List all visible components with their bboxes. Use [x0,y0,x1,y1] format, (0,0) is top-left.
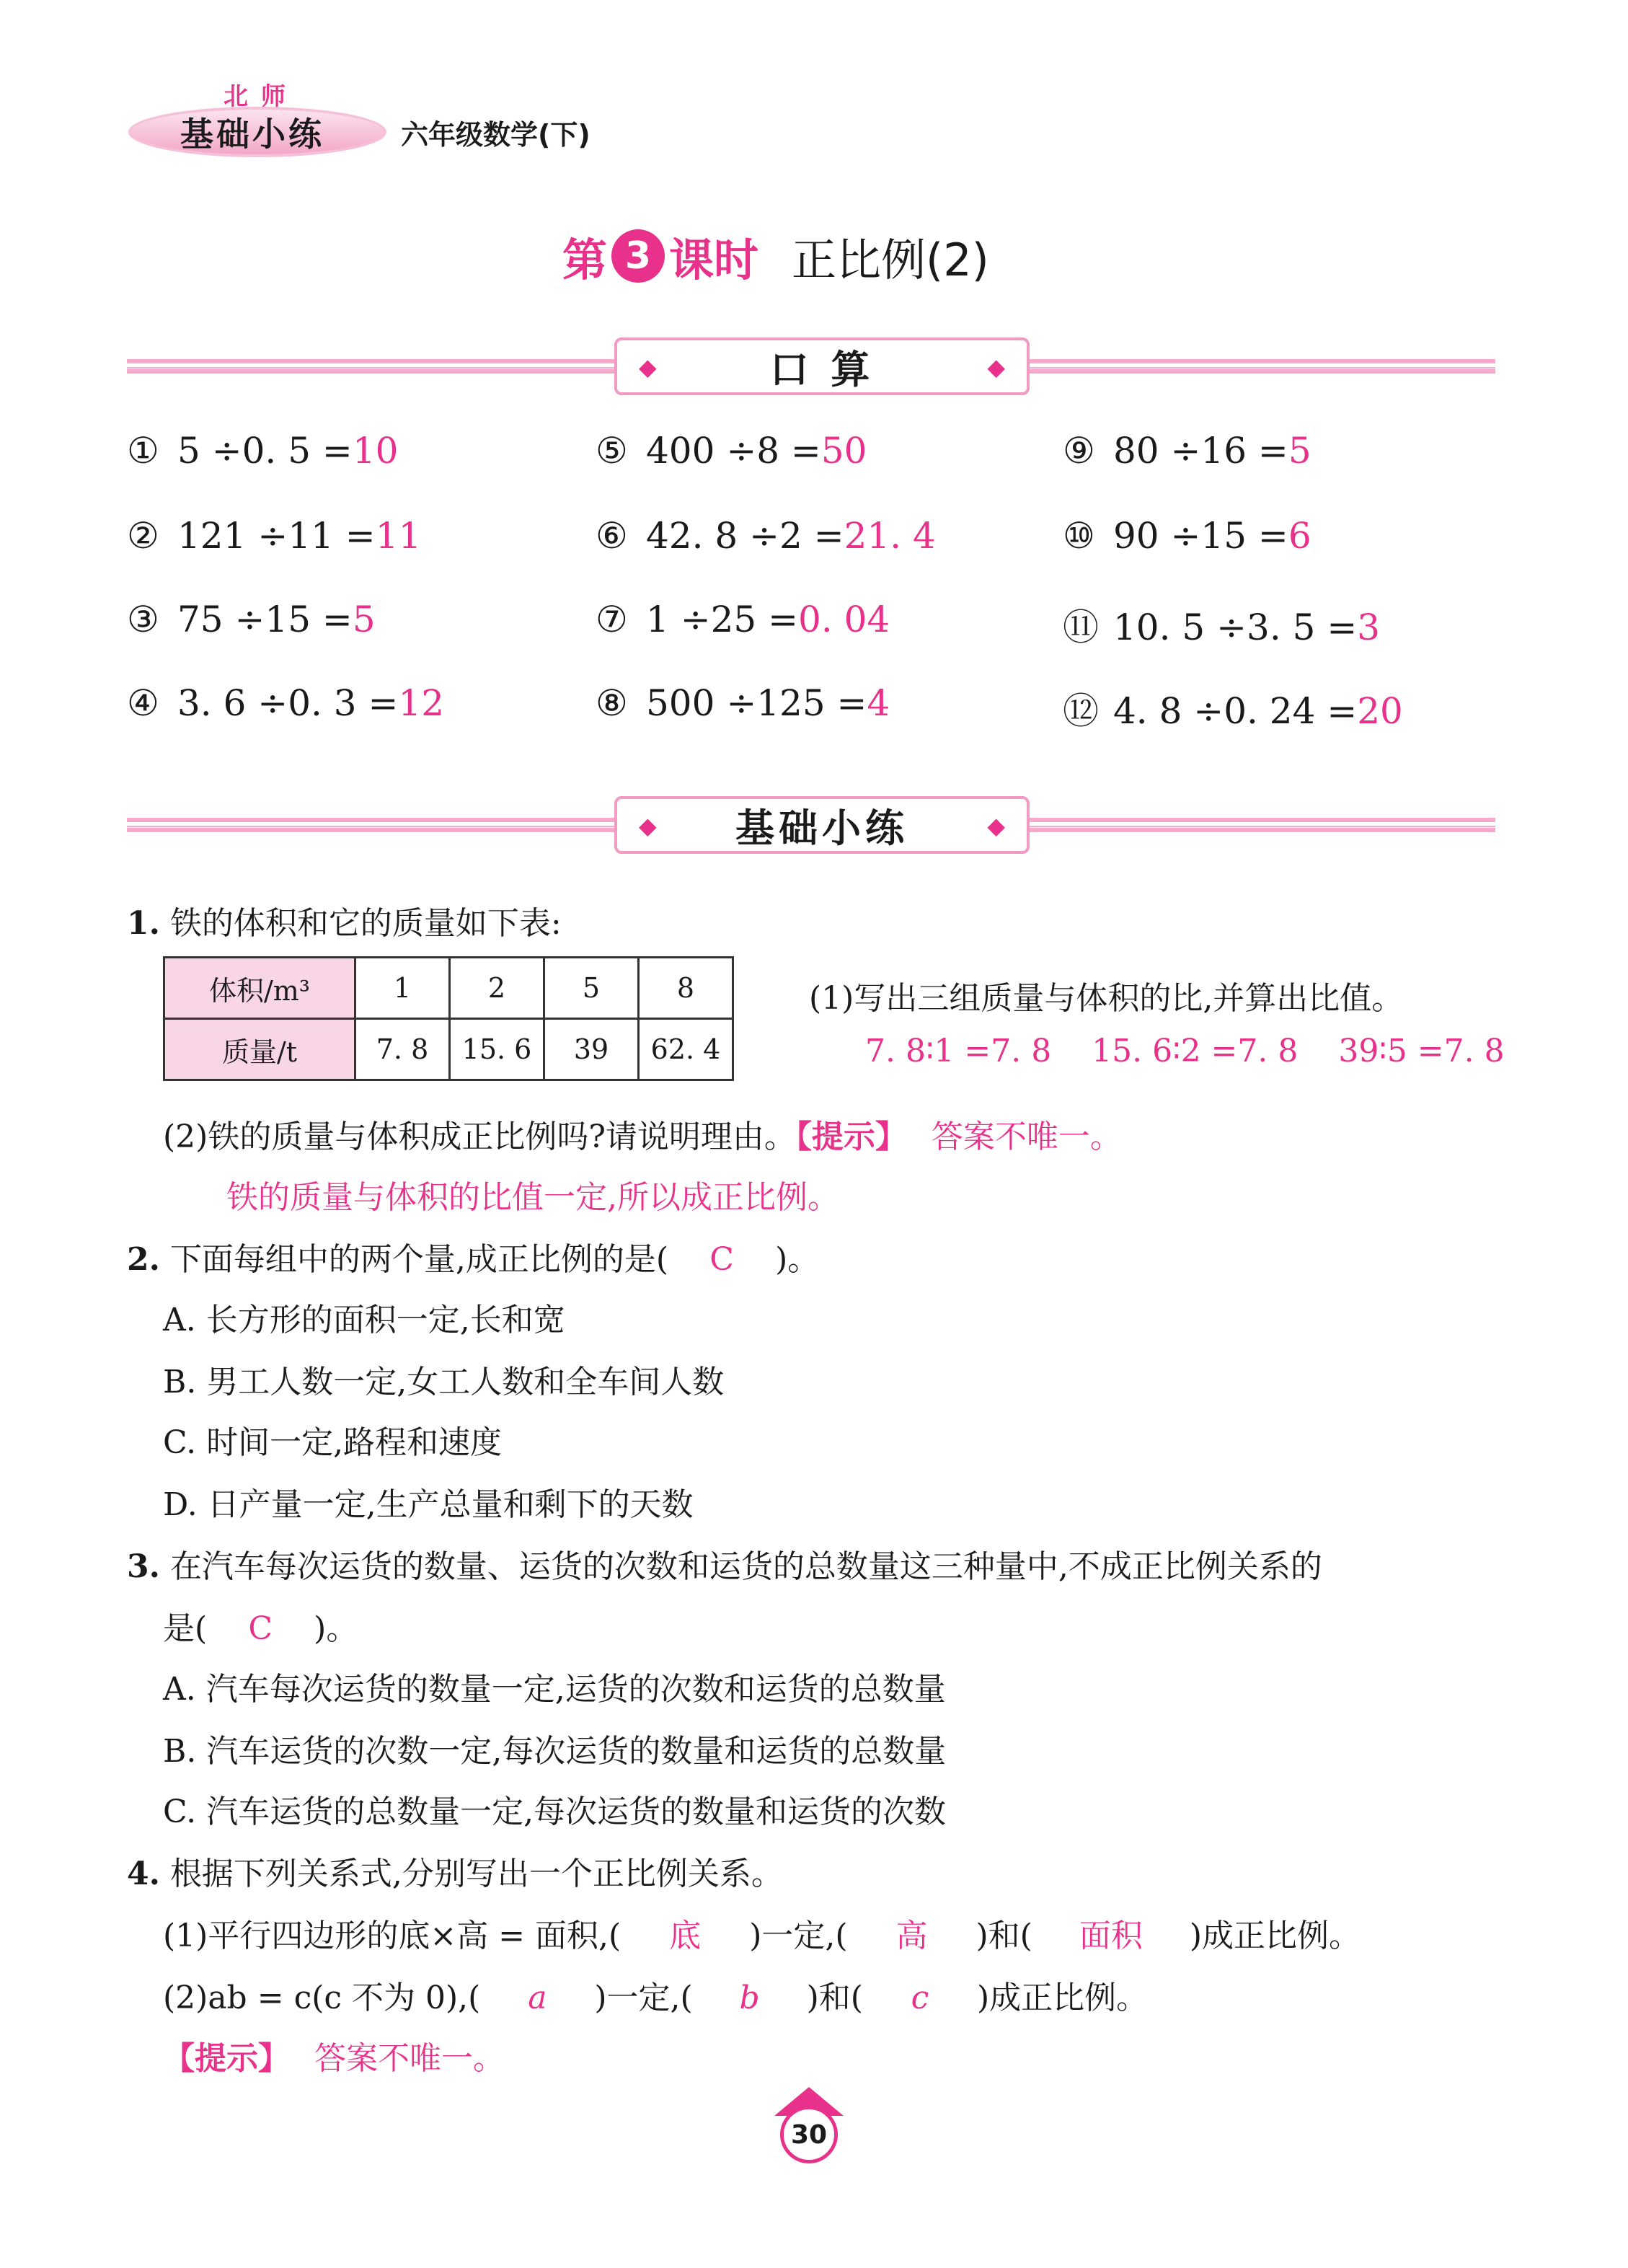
oral-calc-answer: 11 [375,515,422,557]
hint-label: 【提示】 [163,2040,290,2077]
lesson-title [562,224,989,288]
question-text: )和( [976,1918,1032,1954]
section-header-oral [614,337,1030,395]
question-1-sub1: (1)写出三组质量与体积的比,并算出比值。 [809,980,1404,1017]
question-number: 3. [127,1548,160,1585]
hint-text: 答案不唯一。 [314,2040,505,2077]
fill-answer: 底 [669,1918,702,1954]
question-text: (1)平行四边形的底×高 = 面积,( [163,1918,621,1954]
oral-calc-number: ⑥ [596,515,628,557]
oral-calc-item [596,599,890,640]
lesson-number-badge: 3 [611,229,665,283]
table-cell: 2 [450,958,544,1019]
question-number: 1. [127,905,160,942]
oral-calc-item [127,430,398,472]
option-a: A. 长方形的面积一定,长和宽 [163,1302,565,1338]
oral-calc-answer: 10 [352,430,399,472]
question-3-line2 [163,1602,358,1649]
oral-calc-number: ⑩ [1063,515,1095,557]
oral-calc-expression: 4. 8 ÷0. 24 = [1113,690,1358,732]
option-b: B. 汽车运货的次数一定,每次运货的数量和运货的总数量 [163,1733,947,1770]
page-number: 30 [780,2106,838,2163]
oral-calc-answer: 21. 4 [844,515,936,557]
question-1 [127,897,562,943]
question-4-sub2 [163,1972,1148,2018]
question-text: 铁的体积和它的质量如下表: [169,905,562,942]
oral-calc-item [596,515,936,557]
option-c: C. 时间一定,路程和速度 [163,1424,503,1461]
oral-calc-expression: 10. 5 ÷3. 5 = [1113,606,1358,648]
oral-calc-number: ① [127,430,159,472]
oral-calc-item [596,430,867,472]
fill-answer: a [528,1980,547,2016]
oral-calc-answer: 20 [1357,690,1403,732]
oral-calc-item [127,599,376,640]
hint-label: 【提示】 [795,1118,907,1155]
oral-calc-number: ④ [127,682,159,724]
question-text: )。 [775,1241,820,1278]
question-4-hint [163,2032,505,2078]
oral-calc-item [1063,430,1311,472]
oral-calc-item [127,515,421,557]
table-cell: 5 [544,958,639,1019]
question-text: )成正比例。 [976,1980,1149,2016]
option-c: C. 汽车运货的总数量一定,每次运货的数量和运货的次数 [163,1793,947,1830]
oral-calc-expression: 400 ÷8 = [646,430,821,472]
table-cell: 62. 4 [639,1019,733,1080]
oral-calc-answer: 50 [820,430,867,472]
oral-calc-number: ③ [127,599,159,640]
section-title-oral: 口 算 [769,346,875,392]
header-logo-series: 基础小练 [180,115,324,154]
answer-choice: C [248,1610,273,1647]
header-grade: 六年级数学(下) [401,119,590,151]
oral-calc-answer: 12 [398,682,445,724]
option-a: A. 汽车每次运货的数量一定,运货的次数和运货的总数量 [163,1671,946,1708]
question-text: )一定,( [749,1918,848,1954]
oral-calc-expression: 42. 8 ÷2 = [646,515,844,557]
oral-calc-answer: 3 [1357,606,1381,648]
oral-calc-expression: 121 ÷11 = [177,515,376,557]
oral-calc-item [1063,599,1380,650]
fill-answer: 面积 [1079,1918,1143,1954]
table-row-header: 体积/m³ [164,958,355,1019]
oral-calc-number: ⑧ [596,682,628,724]
oral-calc-answer: 5 [352,599,376,640]
table-cell: 8 [639,958,733,1019]
table-row [164,1019,733,1080]
question-text: (2)铁的质量与体积成正比例吗?请说明理由。 [163,1118,796,1155]
diamond-icon: ◆ [639,812,657,839]
oral-calc-answer: 5 [1288,430,1311,472]
oral-calc-expression: 90 ÷15 = [1113,515,1288,557]
option-d: D. 日产量一定,生产总量和剩下的天数 [163,1486,694,1523]
iron-data-table [163,956,734,1081]
oral-calc-item [1063,515,1311,557]
question-2 [127,1233,819,1279]
diamond-icon: ◆ [987,353,1005,381]
question-1-sub1-answer: 7. 8∶1 =7. 8 15. 6∶2 =7. 8 39∶5 =7. 8 [865,1033,1505,1069]
fill-answer: b [739,1980,760,2016]
table-cell: 7. 8 [355,1019,450,1080]
diamond-icon: ◆ [639,353,657,381]
question-text: 下面每组中的两个量,成正比例的是( [169,1241,669,1278]
hint-text: 答案不唯一。 [931,1118,1122,1155]
oral-calc-item [596,682,890,724]
question-text: )成正比例。 [1189,1918,1361,1954]
oral-calc-expression: 5 ÷0. 5 = [177,430,353,472]
option-b: B. 男工人数一定,女工人数和全车间人数 [163,1364,725,1400]
question-text: )和( [806,1980,863,2016]
table-cell: 1 [355,958,450,1019]
oral-calc-number: ⑪ [1063,606,1099,648]
lesson-prefix: 第 [562,233,608,286]
question-text: 是( [163,1610,208,1647]
question-1-sub2-answer: 铁的质量与体积的比值一定,所以成正比例。 [226,1179,839,1216]
answer-choice: C [709,1241,734,1278]
question-1-sub2 [163,1111,1122,1157]
oral-calc-answer: 0. 04 [798,599,890,640]
oral-calc-number: ⑫ [1063,690,1099,732]
fill-answer: 高 [895,1918,928,1954]
oral-calc-item [127,682,444,724]
oral-calc-number: ⑤ [596,430,628,472]
header-logo-publisher: 北师 [224,82,298,111]
oral-calc-number: ⑦ [596,599,628,640]
oral-calc-expression: 80 ÷16 = [1113,430,1288,472]
question-text: )一定,( [594,1980,693,2016]
table-cell: 39 [544,1019,639,1080]
question-number: 2. [127,1241,160,1278]
oral-calc-item [1063,682,1403,734]
section-title-basic: 基础小练 [735,805,908,851]
oral-calc-number: ⑨ [1063,430,1095,472]
fill-answer: c [911,1980,929,2016]
lesson-topic: 正比例(2) [792,233,989,286]
oral-calc-expression: 3. 6 ÷0. 3 = [177,682,399,724]
lesson-suffix: 课时 [669,233,759,286]
question-4-sub1 [163,1910,1361,1956]
oral-calc-answer: 4 [867,682,890,724]
question-text: 根据下列关系式,分别写出一个正比例关系。 [169,1856,783,1892]
question-4 [127,1848,783,1894]
question-number: 4. [127,1856,160,1892]
table-row-header: 质量/t [164,1019,355,1080]
diamond-icon: ◆ [987,812,1005,839]
oral-calc-expression: 75 ÷15 = [177,599,353,640]
oral-calc-expression: 1 ÷25 = [646,599,799,640]
oral-calc-number: ② [127,515,159,557]
oral-calc-answer: 6 [1288,515,1311,557]
section-header-basic [614,796,1030,854]
table-cell: 15. 6 [450,1019,544,1080]
question-3 [127,1540,1322,1587]
oral-calc-expression: 500 ÷125 = [646,682,867,724]
question-text: )。 [314,1610,358,1647]
question-text: 在汽车每次运货的数量、运货的次数和运货的总数量这三种量中,不成正比例关系的 [169,1548,1322,1585]
table-row [164,958,733,1019]
question-text: (2)ab = c(c 不为 0),( [163,1980,481,2016]
